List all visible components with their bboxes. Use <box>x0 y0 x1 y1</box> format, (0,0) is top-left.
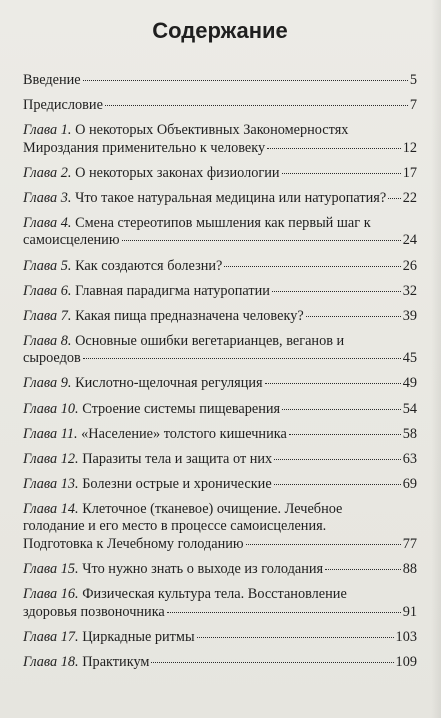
chapter-title: «Население» толстого кишечника <box>81 425 287 442</box>
toc-entry <box>23 283 417 301</box>
chapter-number: Глава 13. <box>23 475 79 492</box>
toc-entry-line <box>23 140 417 158</box>
chapter-number: Глава 18. <box>23 653 79 670</box>
dot-leader <box>105 105 408 106</box>
dot-leader <box>83 80 408 81</box>
toc-entry-line <box>23 165 417 183</box>
page-number: 91 <box>402 603 417 620</box>
chapter-number: Глава 11. <box>23 425 78 442</box>
dot-leader <box>274 459 400 460</box>
toc-entry <box>23 426 417 444</box>
dot-leader <box>224 266 400 267</box>
toc-entry-line <box>23 401 417 419</box>
chapter-title: О некоторых законах физиологии <box>75 164 280 181</box>
toc-entry <box>23 308 417 326</box>
toc-entry <box>23 375 417 393</box>
dot-leader <box>388 198 400 199</box>
dot-leader <box>274 484 401 485</box>
toc-entry-line <box>23 536 417 554</box>
page-title: Содержание <box>152 18 288 43</box>
chapter-title: Кислотно-щелочная регуляция <box>75 375 263 392</box>
chapter-title: Клеточное (тканевое) очищение. Лечебное <box>82 500 343 517</box>
chapter-title: Введение <box>23 72 81 88</box>
chapter-number: Глава 15. <box>23 561 79 577</box>
toc-entry <box>23 190 417 208</box>
chapter-title: Мироздания применительно к человеку <box>23 139 266 156</box>
toc-entry <box>23 401 417 419</box>
dot-leader <box>151 662 393 663</box>
page-number: 26 <box>402 257 417 274</box>
dot-leader <box>267 148 401 149</box>
chapter-title: Болезни острые и хронические <box>82 475 272 492</box>
page-number: 22 <box>402 189 417 206</box>
chapter-number: Глава 12. <box>23 450 79 467</box>
toc-entry-line <box>23 215 417 233</box>
page-number: 88 <box>402 561 417 577</box>
toc-entry <box>23 586 417 621</box>
toc-entry-line <box>23 232 417 250</box>
chapter-title: Строение системы пищеварения <box>82 400 281 417</box>
chapter-title: О некоторых Объективных Закономерностях <box>75 122 349 139</box>
toc-entry-line <box>23 375 417 393</box>
page-number: 5 <box>409 72 417 88</box>
page-number: 17 <box>402 164 417 181</box>
chapter-title: сыроедов <box>23 350 81 367</box>
toc-entry-line <box>23 122 417 140</box>
page-number: 63 <box>402 450 417 467</box>
toc-entry-line <box>23 258 417 276</box>
chapter-title: Циркадные ритмы <box>82 628 195 645</box>
page-number: 32 <box>402 282 417 299</box>
chapter-number: Глава 8. <box>23 332 72 349</box>
toc-entry-line <box>23 501 417 519</box>
page-number: 103 <box>395 628 417 645</box>
chapter-title: Основные ошибки вегетарианцев, веганов и <box>75 332 345 349</box>
dot-leader <box>289 434 401 435</box>
toc-entry-line <box>23 283 417 301</box>
toc-entry-line <box>23 518 417 536</box>
chapter-number: Глава 3. <box>23 189 72 206</box>
chapter-number: Глава 6. <box>23 282 72 299</box>
chapter-title: Предисловие <box>23 97 103 114</box>
chapter-title: Смена стереотипов мышления как первый шаг к <box>75 214 371 231</box>
page-number: 69 <box>402 475 417 492</box>
page-number: 7 <box>409 97 417 114</box>
dot-leader <box>282 173 401 174</box>
chapter-number: Глава 16. <box>23 586 79 603</box>
dot-leader <box>122 240 401 241</box>
toc-entry-line <box>23 604 417 622</box>
toc-entry <box>23 97 417 115</box>
chapter-title: Что нужно знать о выходе из голодания <box>82 561 324 577</box>
page-number: 49 <box>402 375 417 392</box>
chapter-number: Глава 2. <box>23 164 72 181</box>
toc-entry-line <box>23 97 417 115</box>
toc-entry-line <box>23 586 417 604</box>
chapter-title: Какая пища предназначена человеку? <box>75 307 304 324</box>
dot-leader <box>325 569 401 570</box>
toc-entry-line <box>23 350 417 368</box>
chapter-number: Глава 9. <box>23 375 72 392</box>
toc-entry <box>23 122 417 157</box>
dot-leader <box>306 316 401 317</box>
chapter-title: Подготовка к Лечебному голоданию <box>23 535 244 552</box>
toc-entry <box>23 501 417 554</box>
toc-entry <box>23 72 417 90</box>
page-number: 109 <box>395 653 417 670</box>
toc-entry <box>23 258 417 276</box>
page-number: 54 <box>402 400 417 417</box>
dot-leader <box>167 612 401 613</box>
chapter-title: самоисцелению <box>23 232 120 249</box>
toc-entry <box>23 629 417 647</box>
toc-entry <box>23 654 417 672</box>
toc-entry-line <box>23 190 417 208</box>
chapter-number: Глава 5. <box>23 257 72 274</box>
chapter-number: Глава 4. <box>23 214 72 231</box>
dot-leader <box>197 637 394 638</box>
dot-leader <box>83 358 401 359</box>
toc-entry-line <box>23 654 417 672</box>
toc-entry-line <box>23 561 417 579</box>
dot-leader <box>265 383 401 384</box>
toc-entry-line <box>23 72 417 90</box>
chapter-number: Глава 7. <box>23 307 72 324</box>
dot-leader <box>246 544 401 545</box>
page-number: 45 <box>402 350 417 367</box>
chapter-title: Физическая культура тела. Восстановление <box>82 586 347 603</box>
toc-entry-line <box>23 426 417 444</box>
toc-entry-line <box>23 333 417 351</box>
chapter-title: Главная парадигма натуропатии <box>75 282 270 299</box>
chapter-number: Глава 17. <box>23 628 79 645</box>
toc-entry-line <box>23 451 417 469</box>
page-fold-shadow <box>431 0 441 718</box>
toc-entry <box>23 476 417 494</box>
toc-entry-line <box>23 308 417 326</box>
chapter-number: Глава 1. <box>23 122 72 139</box>
chapter-title: Практикум <box>82 653 150 670</box>
chapter-title: здоровья позвоночника <box>23 603 165 620</box>
page-number: 39 <box>402 307 417 324</box>
chapter-title: Как создаются болезни? <box>75 257 223 274</box>
chapter-number: Глава 14. <box>23 500 79 517</box>
table-of-contents <box>23 72 417 671</box>
toc-entry <box>23 215 417 250</box>
dot-leader <box>282 409 401 410</box>
page-number: 58 <box>402 425 417 442</box>
page-number: 77 <box>402 535 417 552</box>
page-number: 24 <box>402 232 417 249</box>
dot-leader <box>272 291 401 292</box>
chapter-title: голодание и его место в процессе самоисцеления. <box>23 518 327 535</box>
chapter-number: Глава 10. <box>23 400 79 417</box>
chapter-title: Что такое натуральная медицина или натуропатия? <box>75 189 387 206</box>
chapter-title: Паразиты тела и защита от них <box>82 450 273 467</box>
toc-entry <box>23 561 417 579</box>
toc-entry <box>23 333 417 368</box>
toc-entry <box>23 165 417 183</box>
toc-entry-line <box>23 629 417 647</box>
toc-entry-line <box>23 476 417 494</box>
toc-entry <box>23 451 417 469</box>
page-number: 12 <box>402 139 417 156</box>
